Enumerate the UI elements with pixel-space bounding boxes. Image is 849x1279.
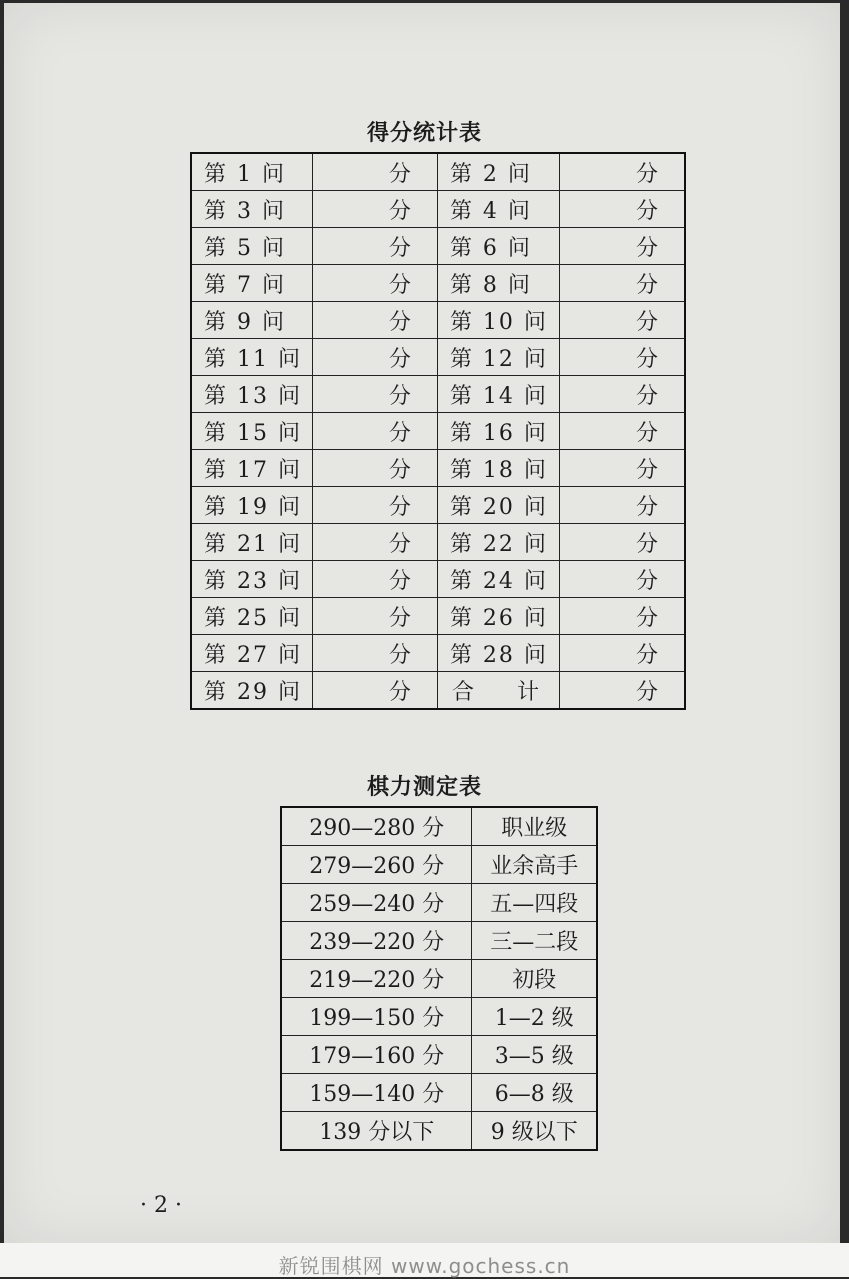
table-row	[191, 302, 685, 339]
table-row	[281, 1074, 597, 1112]
score-cell: 分	[560, 265, 686, 302]
table-row	[191, 153, 685, 191]
question-label: 第 20 问	[437, 487, 559, 524]
level-grade: 业余高手	[472, 846, 597, 884]
question-label: 第 12 问	[437, 339, 559, 376]
table-row	[191, 339, 685, 376]
question-label: 第 15 问	[191, 413, 312, 450]
score-cell: 分	[312, 153, 437, 191]
score-cell: 分	[560, 635, 686, 672]
score-table-title: 得分统计表	[366, 121, 482, 146]
table-row	[281, 960, 597, 998]
score-cell: 分	[312, 413, 437, 450]
question-label: 第 27 问	[191, 635, 312, 672]
question-label: 第 25 问	[191, 598, 312, 635]
table-row	[191, 524, 685, 561]
table-row	[281, 807, 597, 846]
question-label: 第 10 问	[437, 302, 559, 339]
score-range: 199—150 分	[281, 998, 472, 1036]
question-label: 第 22 问	[437, 524, 559, 561]
score-cell: 分	[312, 672, 437, 710]
table-row	[191, 598, 685, 635]
level-table-title: 棋力测定表	[366, 775, 482, 800]
question-label: 第 26 问	[437, 598, 559, 635]
score-cell: 分	[312, 265, 437, 302]
level-grade: 9 级以下	[472, 1112, 597, 1151]
question-label: 第 7 问	[191, 265, 312, 302]
score-cell: 分	[312, 524, 437, 561]
score-range: 259—240 分	[281, 884, 472, 922]
question-label: 第 16 问	[437, 413, 559, 450]
page-number: · 2 ·	[140, 1193, 182, 1218]
level-grade: 三—二段	[472, 922, 597, 960]
table-row	[191, 561, 685, 598]
question-label: 第 1 问	[191, 153, 312, 191]
score-cell: 分	[312, 191, 437, 228]
level-grade: 五—四段	[472, 884, 597, 922]
question-label: 第 3 问	[191, 191, 312, 228]
question-label: 第 8 问	[437, 265, 559, 302]
score-range: 290—280 分	[281, 807, 472, 846]
table-row	[191, 228, 685, 265]
score-range: 159—140 分	[281, 1074, 472, 1112]
table-row	[191, 265, 685, 302]
score-range: 139 分以下	[281, 1112, 472, 1151]
score-range: 219—220 分	[281, 960, 472, 998]
score-cell: 分	[560, 413, 686, 450]
score-cell: 分	[560, 524, 686, 561]
table-row	[281, 1112, 597, 1151]
score-table	[190, 152, 686, 710]
level-grade: 职业级	[472, 807, 597, 846]
question-label: 第 6 问	[437, 228, 559, 265]
question-label: 第 21 问	[191, 524, 312, 561]
score-cell: 分	[312, 376, 437, 413]
question-label: 第 14 问	[437, 376, 559, 413]
level-grade: 1—2 级	[472, 998, 597, 1036]
score-cell: 分	[560, 191, 686, 228]
question-label: 第 29 问	[191, 672, 312, 710]
table-row	[191, 413, 685, 450]
question-label: 第 4 问	[437, 191, 559, 228]
question-label: 合 计	[437, 672, 559, 710]
score-cell: 分	[560, 339, 686, 376]
table-row	[281, 1036, 597, 1074]
score-cell: 分	[560, 598, 686, 635]
score-cell: 分	[312, 635, 437, 672]
score-cell: 分	[312, 450, 437, 487]
level-table	[280, 806, 598, 1151]
score-cell: 分	[560, 376, 686, 413]
table-row	[281, 846, 597, 884]
question-label: 第 24 问	[437, 561, 559, 598]
score-range: 279—260 分	[281, 846, 472, 884]
table-row	[191, 376, 685, 413]
question-label: 第 19 问	[191, 487, 312, 524]
table-row	[191, 487, 685, 524]
site-watermark: 新锐围棋网 www.gochess.cn	[278, 1254, 571, 1278]
question-label: 第 11 问	[191, 339, 312, 376]
table-row	[191, 672, 685, 710]
score-cell: 分	[560, 228, 686, 265]
score-cell: 分	[312, 561, 437, 598]
score-cell: 分	[560, 487, 686, 524]
score-range: 179—160 分	[281, 1036, 472, 1074]
score-cell: 分	[312, 339, 437, 376]
score-cell: 分	[560, 302, 686, 339]
table-row	[281, 998, 597, 1036]
score-cell: 分	[312, 228, 437, 265]
question-label: 第 13 问	[191, 376, 312, 413]
level-grade: 初段	[472, 960, 597, 998]
table-row	[281, 884, 597, 922]
question-label: 第 2 问	[437, 153, 559, 191]
question-label: 第 17 问	[191, 450, 312, 487]
level-grade: 3—5 级	[472, 1036, 597, 1074]
score-cell: 分	[560, 561, 686, 598]
table-row	[281, 922, 597, 960]
table-row	[191, 450, 685, 487]
question-label: 第 5 问	[191, 228, 312, 265]
score-cell: 分	[560, 672, 686, 710]
table-row	[191, 191, 685, 228]
level-grade: 6—8 级	[472, 1074, 597, 1112]
question-label: 第 9 问	[191, 302, 312, 339]
table-row	[191, 635, 685, 672]
question-label: 第 23 问	[191, 561, 312, 598]
question-label: 第 18 问	[437, 450, 559, 487]
score-range: 239—220 分	[281, 922, 472, 960]
score-cell: 分	[312, 487, 437, 524]
question-label: 第 28 问	[437, 635, 559, 672]
score-cell: 分	[560, 450, 686, 487]
score-cell: 分	[312, 598, 437, 635]
score-cell: 分	[560, 153, 686, 191]
score-cell: 分	[312, 302, 437, 339]
